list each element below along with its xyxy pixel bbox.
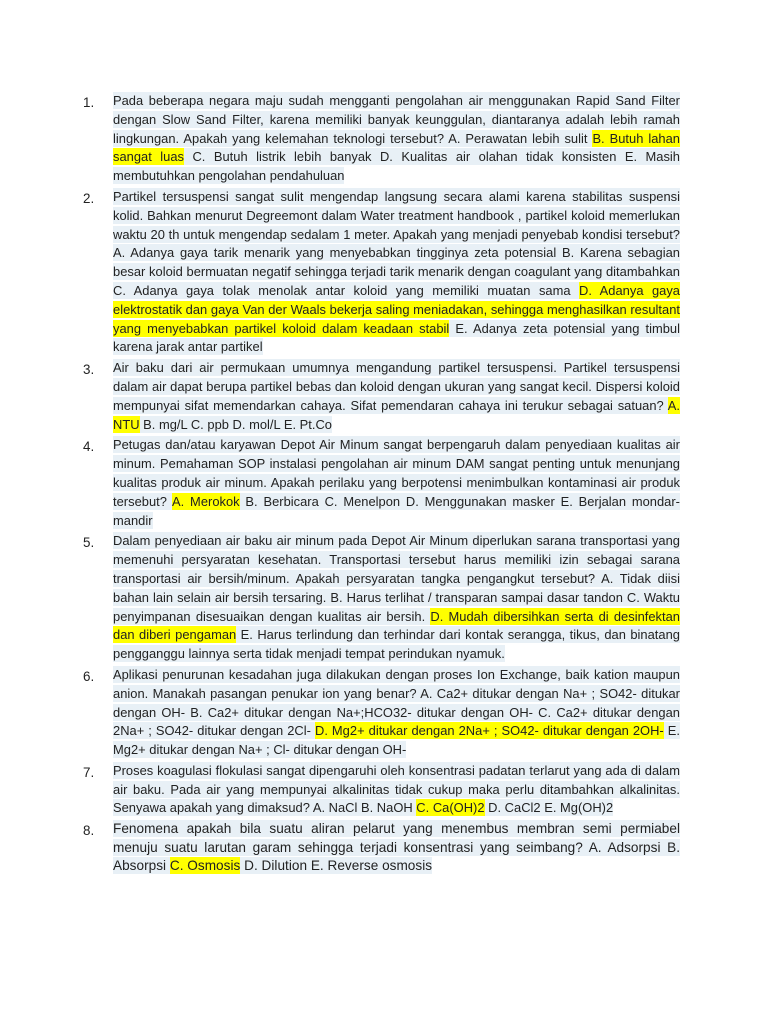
question-body: Proses koagulasi flokulasi sangat dipengaruhi oleh konsentrasi padatan terlarut yang ada di dalam air baku. Pada air yang mempunyai alkalinitas tidak cukup maka perlu ditambahkan alkalinitas. Senyawa apakah yang dimaksud? A. NaCl B. NaOH — [113, 762, 680, 816]
question-item — [0, 92, 680, 186]
highlighted-answer: A. NTU — [113, 397, 680, 432]
question-number: 5. — [83, 535, 95, 551]
question-rest: E. Mg2+ ditukar dengan Na+ ; Cl- ditukar dengan OH- — [113, 723, 680, 758]
highlighted-answer: D. Mudah dibersihkan serta di desinfektan dan diberi pengaman — [113, 608, 680, 643]
question-number: 8. — [83, 823, 95, 839]
question-item — [0, 436, 680, 530]
question-rest: E. Harus terlindung dan terhindar dari kontak serangga, tikus, dan binatang pengganggu lainnya serta tidak menjadi tempat perindukan nyamuk. — [113, 627, 680, 662]
highlighted-answer: B. Butuh lahan sangat luas — [113, 130, 680, 165]
question-text — [113, 762, 680, 818]
question-number: 1. — [83, 95, 95, 110]
question-text — [113, 188, 680, 357]
highlighted-answer: D. Mg2+ ditukar dengan 2Na+ ; SO42- ditukar dengan 2OH- — [314, 723, 664, 739]
question-body: Pada beberapa negara maju sudah mengganti pengolahan air menggunakan Rapid Sand Filter dengan Slow Sand Filter, karena memiliki banyak keunggulan, diantaranya adalah lebih ramah lingkungan. Apakah yang kelemahan teknologi tersebut? A. Perawatan lebih sulit — [113, 93, 680, 146]
highlighted-answer: D. Adanya gaya elektrostatik dan gaya Van der Waals bekerja saling meniadakan, sehingga menghasilkan resultant yang menyebabkan partikel koloid dalam keadaan stabil — [113, 282, 680, 336]
question-text — [113, 532, 680, 664]
question-rest: B. Berbicara C. Menelpon D. Menggunakan masker E. Berjalan mondar-mandir — [113, 493, 680, 528]
question-number: 6. — [83, 668, 95, 684]
question-text — [113, 359, 680, 434]
question-body: Air baku dari air permukaan umumnya mengandung partikel tersuspensi. Partikel tersuspensi dalam air dapat berupa partikel bebas dan koloid dengan ukuran yang sangat kecil. Dispersi koloid mempunyai sifat memendarkan cahaya. Sifat pemendaran cahaya ini terukur sebagai satuan? — [113, 360, 680, 413]
question-rest: C. Butuh listrik lebih banyak D. Kualitas air olahan tidak konsisten E. Masih membutuhkan pengolahan pendahuluan — [113, 149, 680, 184]
highlighted-answer: C. Ca(OH)2 — [416, 800, 485, 816]
question-item — [0, 820, 680, 876]
question-rest: E. Adanya zeta potensial yang timbul karena jarak antar partikel — [113, 320, 680, 355]
question-body: Aplikasi penurunan kesadahan juga dilakukan dengan proses Ion Exchange, baik kation maupun anion. Manakah pasangan penukar ion yang benar? A. Ca2+ ditukar dengan Na+ ; SO42- ditukar dengan OH- B. Ca2+ ditukar dengan Na+;HCO32- ditukar dengan OH- C. Ca2+ ditukar dengan 2Na+ ; SO42- ditukar dengan 2Cl- — [113, 666, 680, 739]
question-rest: D. CaCl2 E. Mg(OH)2 — [484, 800, 614, 816]
highlighted-answer: C. Osmosis — [169, 858, 241, 874]
question-body: Partikel tersuspensi sangat sulit mengendap langsung secara alami karena stabilitas suspensi kolid. Bahkan menurut Degreemont dalam Water treatment handbook , partikel koloid memerlukan waktu 20 th untuk mengendap sedalam 1 meter. Apakah yang menjadi penyebab kondisi tersebut? A. Adanya gaya tarik menarik yang menyebabkan tingginya zeta potensial B. Karena sebagian besar koloid bermuatan negatif sehingga terjadi tarik menarik dengan coagulant yang ditambahkan C. Adanya gaya tolak menolak antar koloid yang memiliki muatan sama — [113, 188, 680, 298]
question-rest: D. Dilution E. Reverse osmosis — [240, 858, 433, 874]
question-text — [113, 666, 680, 760]
question-number: 7. — [83, 764, 95, 780]
question-list — [0, 92, 680, 876]
question-number: 2. — [83, 190, 95, 206]
question-number: 3. — [83, 362, 95, 378]
question-text — [113, 92, 680, 186]
question-item — [0, 359, 680, 434]
question-number: 4. — [83, 439, 95, 455]
question-text — [113, 820, 680, 876]
question-item — [0, 666, 680, 760]
question-rest: B. mg/L C. ppb D. mol/L E. Pt.Co — [139, 416, 332, 432]
question-item — [0, 762, 680, 818]
highlighted-answer: A. Merokok — [172, 493, 240, 509]
question-text — [113, 436, 680, 530]
question-item — [0, 532, 680, 664]
question-body: Fenomena apakah bila suatu aliran pelarut yang menembus membran semi permiabel menuju suatu larutan garam sehingga terjadi konsentrasi yang seimbang? A. Adsorpsi B. Absorpsi — [113, 821, 680, 874]
question-body: Dalam penyediaan air baku air minum pada Depot Air Minum diperlukan sarana transportasi yang memenuhi persyaratan kesehatan. Transportasi tersebut harus memiliki izin sebagai sarana transportasi air bersih/minum. Apakah persyaratan tangka pengangkut tersebut? A. Tidak diisi bahan lain selain air bersih tersaring. B. Harus terlihat / transparan sampai dasar tandon C. Waktu penyimpanan disesuaikan dengan kualitas air bersih. — [113, 533, 680, 624]
question-item — [0, 188, 680, 357]
question-body: Petugas dan/atau karyawan Depot Air Minum sangat berpengaruh dalam penyediaan kualitas air minum. Pemahaman SOP instalasi pengolahan air minum DAM sangat penting untuk menunjang kualitas produk air minum. Apakah perilaku yang berpotensi menimbulkan kontaminasi air produk tersebut? — [113, 437, 680, 509]
